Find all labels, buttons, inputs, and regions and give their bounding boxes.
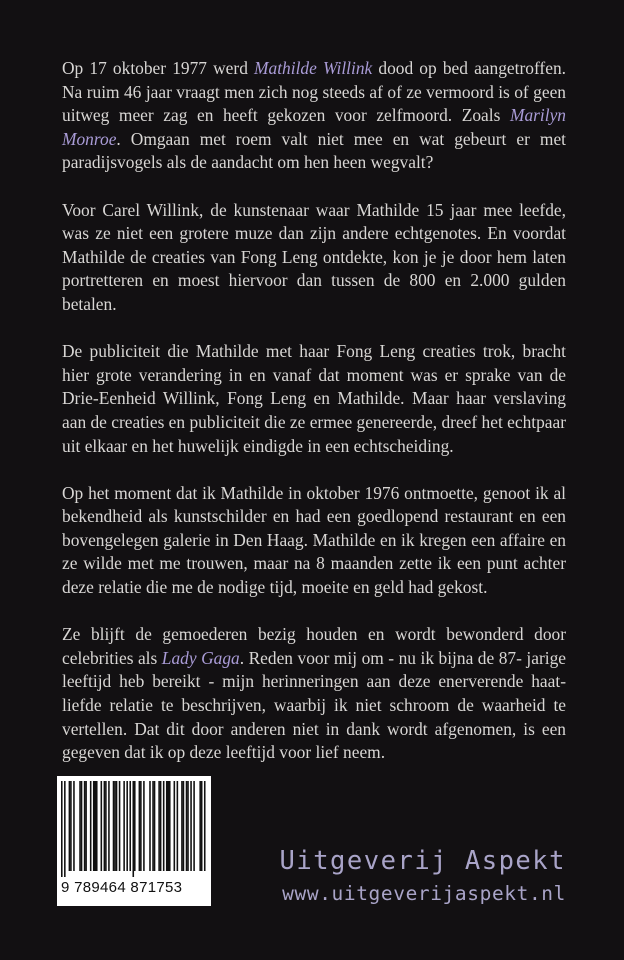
emphasized-name: Marilyn Monroe: [62, 105, 566, 149]
emphasized-name: Lady Gaga: [161, 647, 240, 668]
blurb-paragraph: [62, 482, 566, 600]
blurb-paragraph: [62, 623, 566, 765]
paragraph-text: Op 17 oktober 1977 werd: [62, 58, 255, 78]
paragraph-text: . Reden voor mij om - nu ik bijna de 87- jarige leeftijd heb bereikt - mijn herinneringen aan deze enerverende haat-liefde relatie te beschrijven, waarbij ik niet schroom de waarheid te vertellen. Dat dit door anderen niet in dank wordt afgenomen, is een gegeven dat ik op deze leeftijd voor lief neem.: [62, 647, 566, 763]
paragraph-text: Ze blijft de gemoederen bezig houden en wordt bewonderd door celebrities als: [62, 624, 566, 668]
isbn-barcode: [57, 776, 211, 906]
publisher-website: www.uitgeverijaspekt.nl: [282, 882, 566, 905]
emphasized-name: Mathilde Willink: [254, 58, 373, 78]
paragraph-text: Voor Carel Willink, de kunstenaar waar Mathilde 15 jaar mee leefde, was ze niet een grotere muze dan zijn andere echtgenotes. En voordat Mathilde de creaties van Fong Leng ontdekte, kon je je door hem laten portretteren en moest hiervoor dan tussen de 800 en 2.000 gulden betalen.: [62, 199, 566, 314]
isbn-number: 9 789464 871753: [61, 879, 183, 896]
blurb-paragraph: [62, 199, 566, 317]
barcode-bars-icon: [61, 781, 207, 877]
blurb-paragraph: [62, 57, 566, 175]
blurb-text: [62, 57, 566, 788]
paragraph-text: Op het moment dat ik Mathilde in oktober 1976 ontmoette, genoot ik al bekendheid als kunstschilder en had een goedlopend restaurant en een bovengelegen galerie in Den Haag. Mathilde en ik kregen een affaire en ze wilde met me trouwen, maar na 8 maanden zette ik een punt achter deze relatie die me de nodige tijd, moeite en geld had gekost.: [62, 482, 566, 598]
paragraph-text: De publiciteit die Mathilde met haar Fong Leng creaties trok, bracht hier grote verandering in en vanaf dat moment was er sprake van de Drie-Eenheid Willink, Fong Leng en Mathilde. Maar haar verslaving aan de creaties en publiciteit die ze ermee genereerde, dreef het echtpaar uit elkaar en het huwelijk eindigde in een echtscheiding.: [62, 341, 567, 456]
blurb-paragraph: [62, 340, 566, 458]
publisher-name: Uitgeverij Aspekt: [279, 846, 566, 876]
paragraph-text: . Omgaan met roem valt niet mee en wat gebeurt er met paradijsvogels als de aandacht om hen heen wegvalt?: [62, 128, 566, 173]
paragraph-text: dood op bed aangetroffen. Na ruim 46 jaar vraagt men zich nog steeds af of ze vermoord is of geen uitweg meer zag en heeft gekozen voor zelfmoord. Zoals: [62, 58, 566, 126]
